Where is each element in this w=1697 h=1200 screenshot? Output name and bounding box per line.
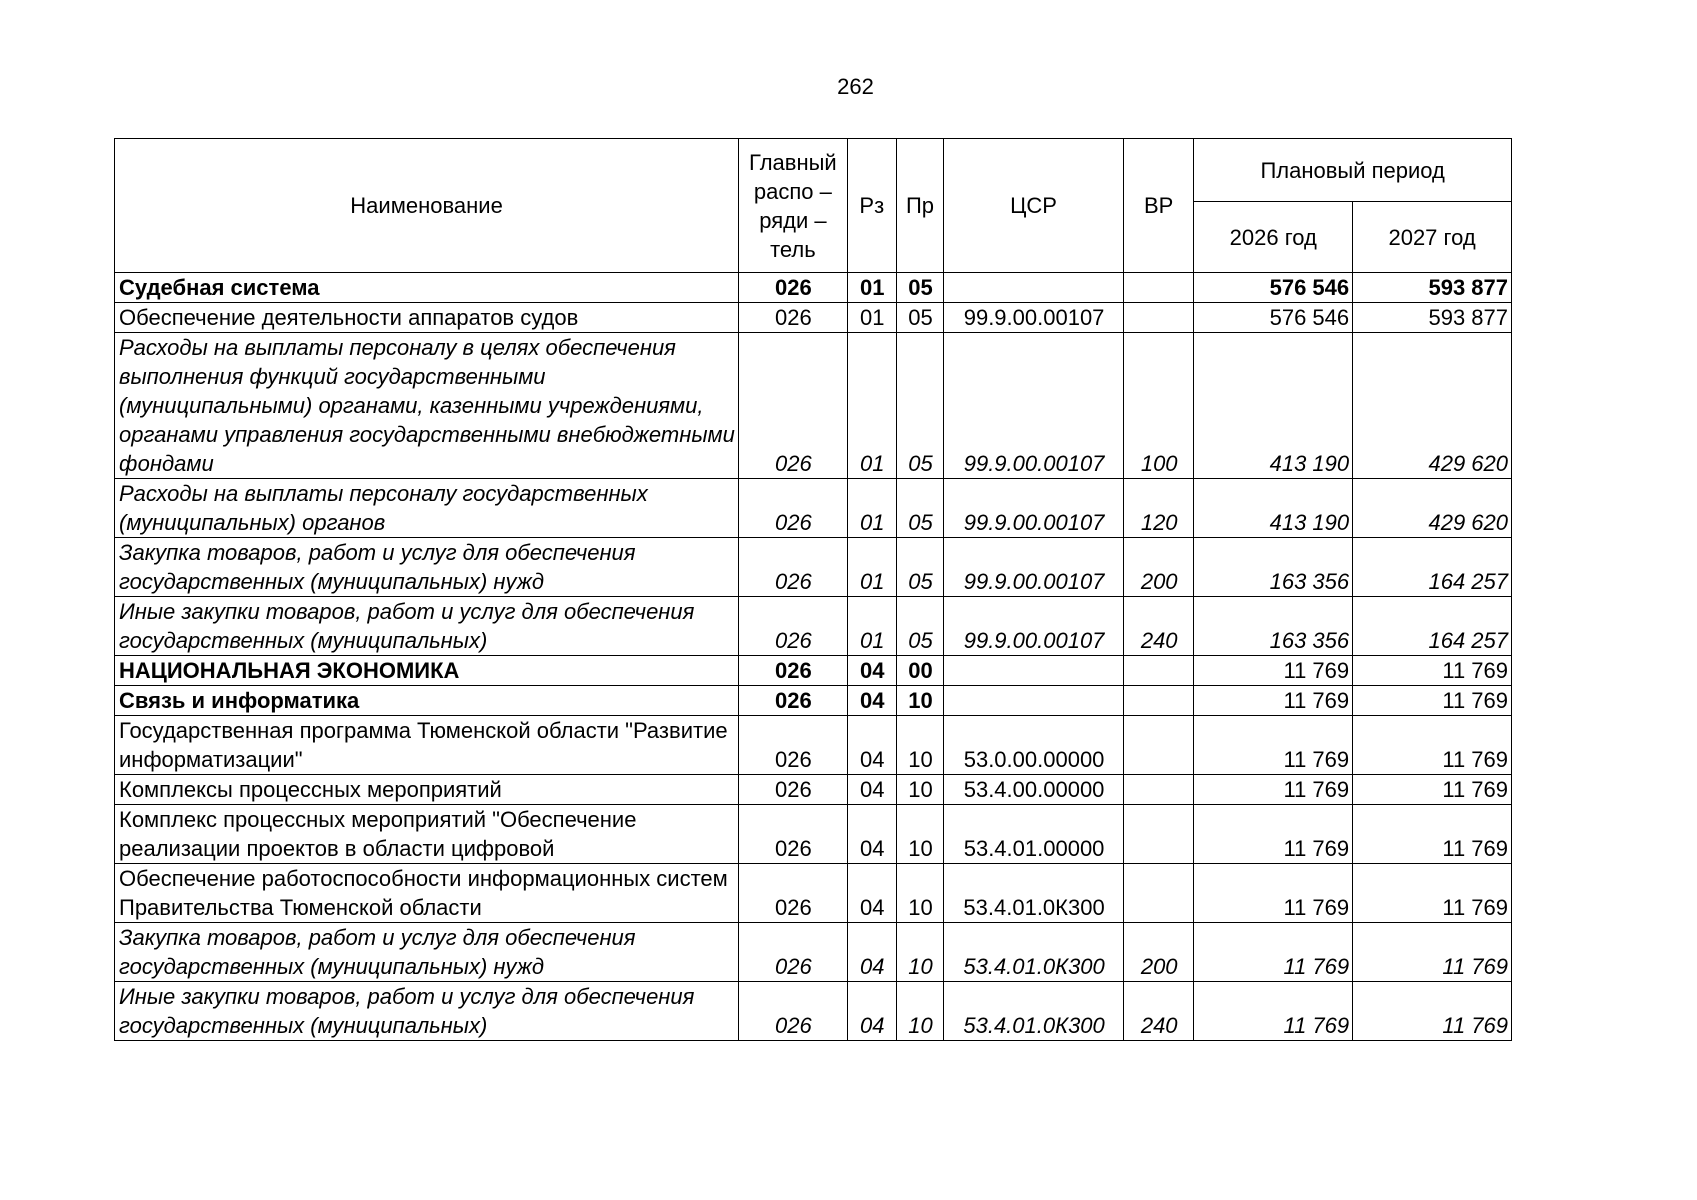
row-name: Связь и информатика xyxy=(115,686,739,716)
row-expense-type xyxy=(1124,303,1194,333)
row-section: 04 xyxy=(847,716,896,775)
row-section: 04 xyxy=(847,864,896,923)
row-expense-type: 240 xyxy=(1124,982,1194,1041)
row-target-article: 53.4.01.0К300 xyxy=(944,982,1124,1041)
row-amount-2026: 576 546 xyxy=(1194,273,1353,303)
row-chief-manager: 026 xyxy=(739,775,848,805)
row-expense-type: 200 xyxy=(1124,538,1194,597)
row-name: Закупка товаров, работ и услуг для обеспечения государственных (муниципальных) нужд xyxy=(115,538,739,597)
row-subsection: 00 xyxy=(896,656,943,686)
table-row xyxy=(115,273,1512,303)
row-chief-manager: 026 xyxy=(739,333,848,479)
row-name: Обеспечение деятельности аппаратов судов xyxy=(115,303,739,333)
table-row xyxy=(115,303,1512,333)
row-amount-2026: 11 769 xyxy=(1194,656,1353,686)
page-number: 262 xyxy=(837,74,874,99)
row-expense-type: 240 xyxy=(1124,597,1194,656)
row-amount-2027: 164 257 xyxy=(1353,597,1512,656)
row-amount-2027: 593 877 xyxy=(1353,273,1512,303)
row-subsection: 05 xyxy=(896,273,943,303)
row-target-article: 53.4.01.00000 xyxy=(944,805,1124,864)
row-expense-type xyxy=(1124,805,1194,864)
row-target-article: 53.4.01.0К300 xyxy=(944,864,1124,923)
header-chief-manager xyxy=(739,139,848,273)
table-row xyxy=(115,805,1512,864)
row-amount-2027: 11 769 xyxy=(1353,805,1512,864)
row-subsection: 05 xyxy=(896,538,943,597)
row-target-article: 99.9.00.00107 xyxy=(944,538,1124,597)
header-chief-manager-line: ряди – xyxy=(759,207,827,233)
row-target-article xyxy=(944,656,1124,686)
row-amount-2026: 11 769 xyxy=(1194,982,1353,1041)
row-name: Комплексы процессных мероприятий xyxy=(115,775,739,805)
row-amount-2026: 163 356 xyxy=(1194,597,1353,656)
row-subsection: 10 xyxy=(896,775,943,805)
row-amount-2026: 413 190 xyxy=(1194,479,1353,538)
row-amount-2026: 576 546 xyxy=(1194,303,1353,333)
header-year-2026: 2026 год xyxy=(1194,202,1353,273)
row-subsection: 10 xyxy=(896,716,943,775)
header-subsection: Пр xyxy=(896,139,943,273)
row-amount-2026: 11 769 xyxy=(1194,716,1353,775)
table-row xyxy=(115,923,1512,982)
row-section: 04 xyxy=(847,686,896,716)
row-chief-manager: 026 xyxy=(739,864,848,923)
row-amount-2026: 163 356 xyxy=(1194,538,1353,597)
row-amount-2027: 429 620 xyxy=(1353,479,1512,538)
table-row xyxy=(115,982,1512,1041)
row-name: Иные закупки товаров, работ и услуг для обеспечения государственных (муниципальных) xyxy=(115,982,739,1041)
row-subsection: 05 xyxy=(896,303,943,333)
row-section: 01 xyxy=(847,479,896,538)
row-section: 01 xyxy=(847,333,896,479)
row-amount-2027: 11 769 xyxy=(1353,775,1512,805)
row-expense-type xyxy=(1124,686,1194,716)
row-amount-2027: 11 769 xyxy=(1353,716,1512,775)
table-row xyxy=(115,775,1512,805)
header-chief-manager-line: тель xyxy=(770,236,816,262)
row-name: Иные закупки товаров, работ и услуг для обеспечения государственных (муниципальных) xyxy=(115,597,739,656)
row-section: 01 xyxy=(847,273,896,303)
header-year-2027: 2027 год xyxy=(1353,202,1512,273)
row-expense-type: 200 xyxy=(1124,923,1194,982)
header-row-top xyxy=(115,139,1512,202)
row-chief-manager: 026 xyxy=(739,686,848,716)
row-name: Комплекс процессных мероприятий "Обеспечение реализации проектов в области цифровой xyxy=(115,805,739,864)
row-target-article: 99.9.00.00107 xyxy=(944,597,1124,656)
header-plan-period: Плановый период xyxy=(1194,139,1512,202)
row-chief-manager: 026 xyxy=(739,923,848,982)
row-target-article: 53.4.01.0К300 xyxy=(944,923,1124,982)
row-section: 01 xyxy=(847,538,896,597)
row-chief-manager: 026 xyxy=(739,303,848,333)
row-name: Государственная программа Тюменской области "Развитие информатизации" xyxy=(115,716,739,775)
row-chief-manager: 026 xyxy=(739,479,848,538)
row-amount-2027: 11 769 xyxy=(1353,656,1512,686)
row-subsection: 10 xyxy=(896,686,943,716)
row-section: 04 xyxy=(847,775,896,805)
row-name: Закупка товаров, работ и услуг для обеспечения государственных (муниципальных) нужд xyxy=(115,923,739,982)
row-section: 01 xyxy=(847,303,896,333)
row-amount-2027: 11 769 xyxy=(1353,864,1512,923)
row-name: Обеспечение работоспособности информационных систем Правительства Тюменской области xyxy=(115,864,739,923)
row-section: 04 xyxy=(847,982,896,1041)
row-name: Расходы на выплаты персоналу государственных (муниципальных) органов xyxy=(115,479,739,538)
budget-table xyxy=(114,138,1512,1041)
table-row xyxy=(115,479,1512,538)
row-expense-type: 120 xyxy=(1124,479,1194,538)
table-row xyxy=(115,686,1512,716)
row-section: 01 xyxy=(847,597,896,656)
table-row xyxy=(115,538,1512,597)
row-section: 04 xyxy=(847,923,896,982)
row-subsection: 10 xyxy=(896,982,943,1041)
row-name: Расходы на выплаты персоналу в целях обеспечения выполнения функций государственными (муниципальными) органами, казенными учреждениями, органами управления государственными внебюджетными фондами xyxy=(115,333,739,479)
row-subsection: 05 xyxy=(896,597,943,656)
row-expense-type xyxy=(1124,864,1194,923)
row-expense-type: 100 xyxy=(1124,333,1194,479)
row-amount-2026: 413 190 xyxy=(1194,333,1353,479)
row-target-article: 99.9.00.00107 xyxy=(944,303,1124,333)
row-amount-2027: 429 620 xyxy=(1353,333,1512,479)
row-amount-2027: 11 769 xyxy=(1353,686,1512,716)
row-subsection: 05 xyxy=(896,333,943,479)
row-amount-2027: 593 877 xyxy=(1353,303,1512,333)
table-row xyxy=(115,597,1512,656)
row-chief-manager: 026 xyxy=(739,805,848,864)
row-amount-2026: 11 769 xyxy=(1194,775,1353,805)
header-chief-manager-line: распо – xyxy=(753,178,832,204)
row-subsection: 05 xyxy=(896,479,943,538)
row-target-article: 99.9.00.00107 xyxy=(944,333,1124,479)
table-row xyxy=(115,656,1512,686)
row-amount-2027: 11 769 xyxy=(1353,923,1512,982)
row-subsection: 10 xyxy=(896,923,943,982)
header-section: Рз xyxy=(847,139,896,273)
row-subsection: 10 xyxy=(896,864,943,923)
row-expense-type xyxy=(1124,656,1194,686)
header-expense-type: ВР xyxy=(1124,139,1194,273)
table-row xyxy=(115,864,1512,923)
row-expense-type xyxy=(1124,716,1194,775)
row-target-article: 99.9.00.00107 xyxy=(944,479,1124,538)
row-target-article: 53.0.00.00000 xyxy=(944,716,1124,775)
row-chief-manager: 026 xyxy=(739,982,848,1041)
row-chief-manager: 026 xyxy=(739,273,848,303)
header-name: Наименование xyxy=(115,139,739,273)
row-expense-type xyxy=(1124,273,1194,303)
row-amount-2026: 11 769 xyxy=(1194,805,1353,864)
row-target-article xyxy=(944,686,1124,716)
row-target-article xyxy=(944,273,1124,303)
row-chief-manager: 026 xyxy=(739,597,848,656)
header-target-article: ЦСР xyxy=(944,139,1124,273)
row-amount-2027: 11 769 xyxy=(1353,982,1512,1041)
row-section: 04 xyxy=(847,656,896,686)
header-chief-manager-line: Главный xyxy=(749,149,837,175)
row-target-article: 53.4.00.00000 xyxy=(944,775,1124,805)
table-row xyxy=(115,333,1512,479)
row-name: Судебная система xyxy=(115,273,739,303)
row-subsection: 10 xyxy=(896,805,943,864)
table-row xyxy=(115,716,1512,775)
row-expense-type xyxy=(1124,775,1194,805)
row-name: НАЦИОНАЛЬНАЯ ЭКОНОМИКА xyxy=(115,656,739,686)
row-section: 04 xyxy=(847,805,896,864)
row-chief-manager: 026 xyxy=(739,716,848,775)
row-amount-2026: 11 769 xyxy=(1194,864,1353,923)
row-amount-2026: 11 769 xyxy=(1194,923,1353,982)
row-amount-2026: 11 769 xyxy=(1194,686,1353,716)
row-chief-manager: 026 xyxy=(739,538,848,597)
row-chief-manager: 026 xyxy=(739,656,848,686)
row-amount-2027: 164 257 xyxy=(1353,538,1512,597)
